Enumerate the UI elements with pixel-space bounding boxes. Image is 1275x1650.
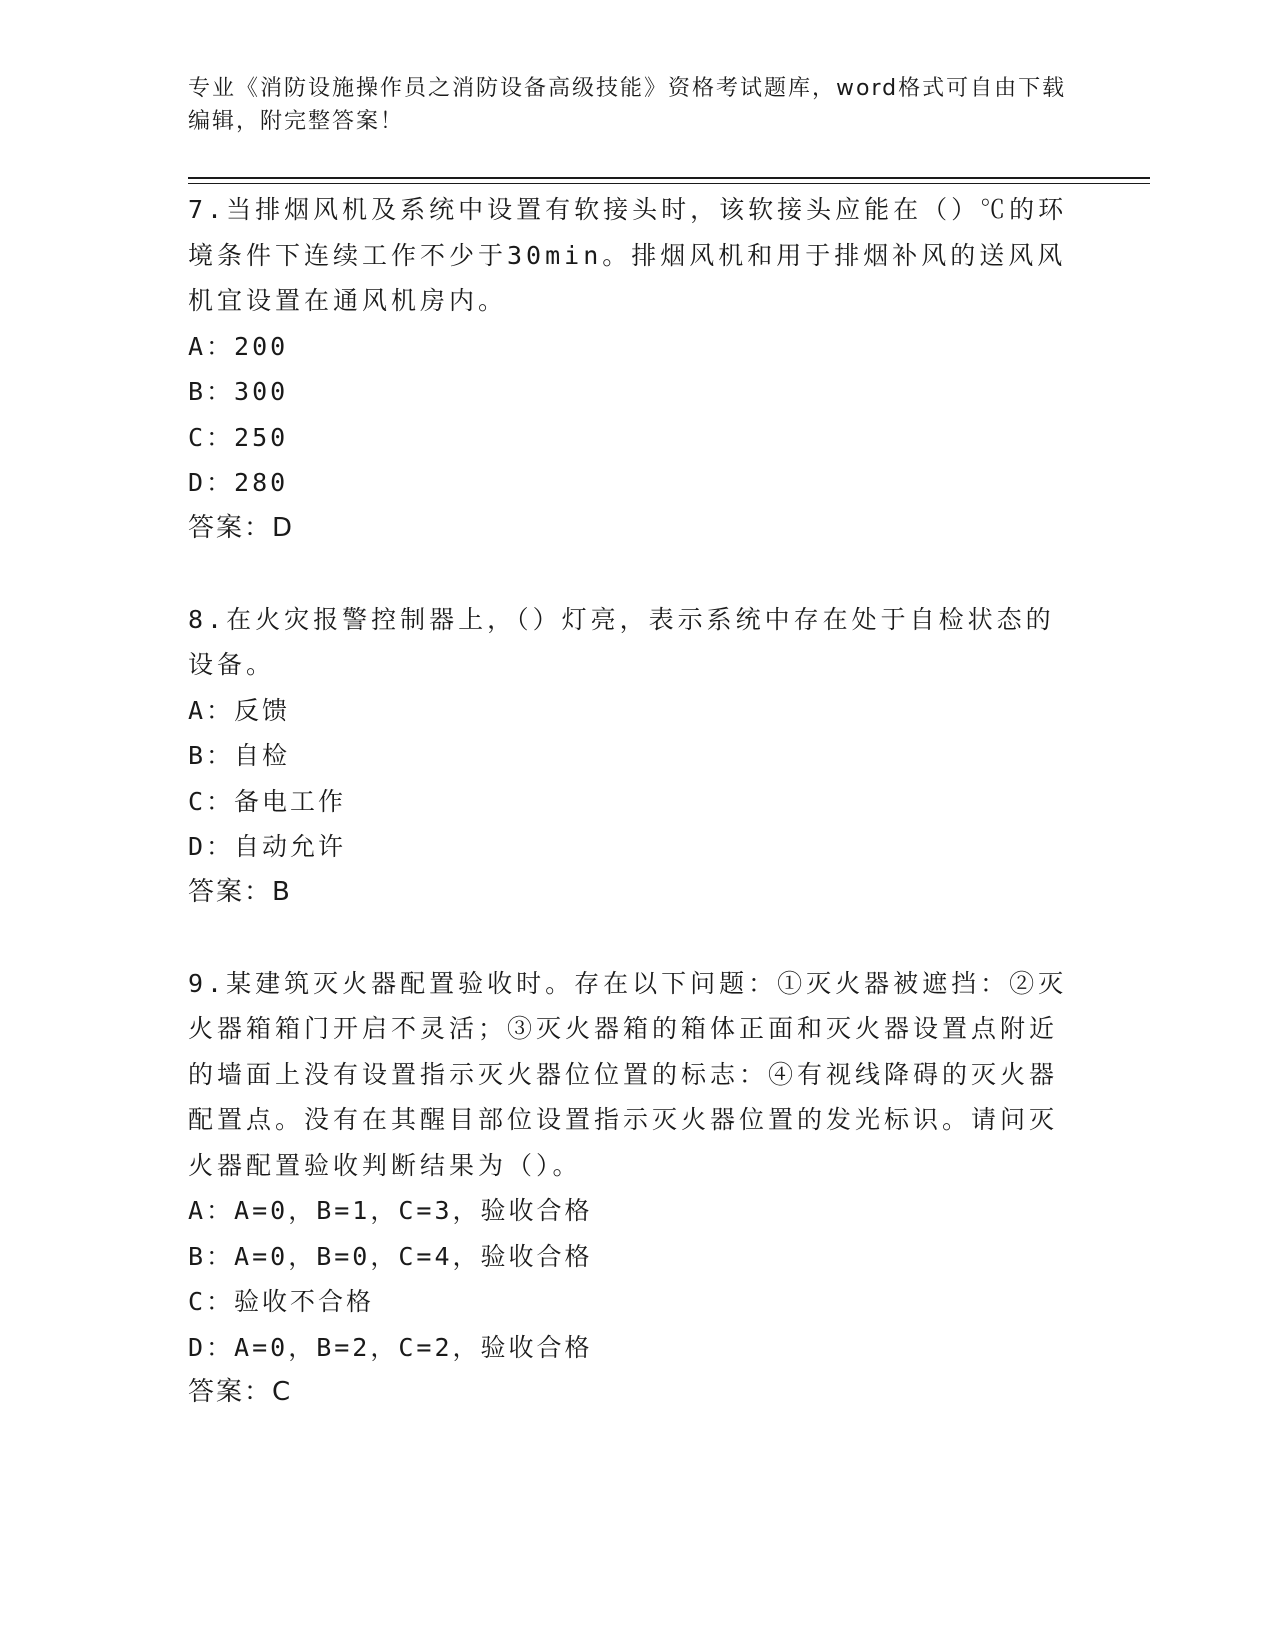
- question-8: [188, 597, 1088, 916]
- option-b: B：自检: [188, 741, 291, 770]
- question-spacer: [188, 915, 1088, 961]
- option-b: B：A=0，B=0，C=4，验收合格: [188, 1241, 593, 1271]
- option-d: D：A=0，B=2，C=2，验收合格: [188, 1332, 593, 1362]
- option-b: B：300: [188, 377, 289, 406]
- option-c: C：验收不合格: [188, 1287, 375, 1316]
- option-d: D：自动允许: [188, 832, 347, 861]
- question-stem: 9.某建筑灭火器配置验收时。存在以下问题：①灭火器被遮挡：②灭火器箱箱门开启不灵活；③灭火器箱的箱体正面和灭火器设置点附近的墙面上没有设置指示灭火器位位置的标志：④有视线降碍的灭火器配置点。没有在其醒目部位设置指示灭火器位置的发光标识。请问灭火器配置验收判断结果为（）。: [188, 968, 1068, 1180]
- question-7: [188, 187, 1088, 551]
- option-a: A：200: [188, 331, 289, 361]
- option-c: C：250: [188, 422, 289, 452]
- option-c: C：备电工作: [188, 786, 347, 816]
- document-header: 专业《消防设施操作员之消防设备高级技能》资格考试题库，word格式可自由下载编辑，附完整答案！: [188, 76, 1067, 134]
- option-a: A：A=0，B=1，C=3，验收合格: [188, 1196, 593, 1225]
- option-a: A：反馈: [188, 695, 291, 725]
- option-d: D：280: [188, 468, 289, 497]
- question-stem: 8.在火灾报警控制器上，（）灯亮，表示系统中存在处于自检状态的设备。: [188, 604, 1055, 679]
- header-divider-thin: [188, 183, 1150, 184]
- answer-line: 答案：D: [188, 512, 295, 543]
- question-stem: 7.当排烟风机及系统中设置有软接头时，该软接头应能在（）℃的环境条件下连续工作不少于30min。排烟风机和用于排烟补风的送风风机宜设置在通风机房内。: [188, 195, 1068, 315]
- question-list: [188, 187, 1088, 1416]
- question-spacer: [188, 551, 1088, 597]
- header-divider-thick: [188, 177, 1150, 179]
- answer-line: 答案：C: [188, 1377, 293, 1407]
- question-9: [188, 961, 1088, 1416]
- answer-line: 答案：B: [188, 876, 292, 907]
